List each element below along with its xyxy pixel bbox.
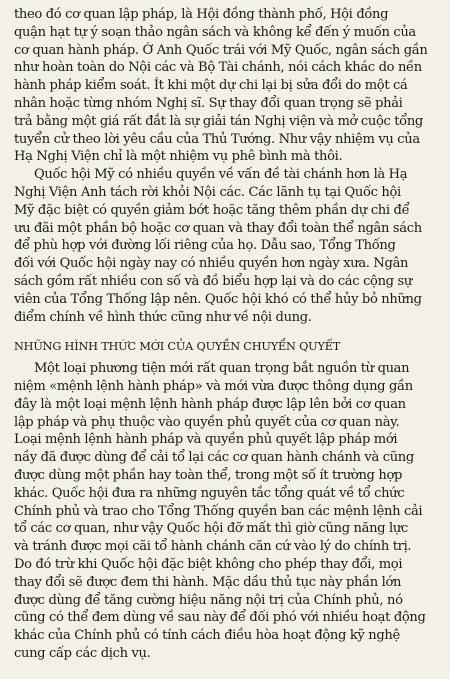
text-line: Hạ Nghị Viện chỉ là một nhiệm vụ phê bình mà thôi. <box>14 149 343 165</box>
text-line: Một loại phương tiện mới rất quan trọng bắt nguồn từ quan <box>34 361 410 377</box>
paragraph-1 <box>14 6 440 166</box>
paragraph-3 <box>14 360 440 663</box>
text-line: quận hạt tự ý soạn thảo ngân sách và không kể đến ý muốn của <box>14 24 416 40</box>
text-line: trả bằng một giá rất đắt là sự giải tán Nghị viện và mở cuộc tổng <box>14 113 423 129</box>
text-line: Mỹ đặc biệt có quyền giảm bớt hoặc tăng thêm phần dự chi để <box>14 202 410 218</box>
text-line: sách gồm rất nhiều con số và đồ biểu hợp lại và do các cộng sự <box>14 273 412 289</box>
text-line: đây là một loại mệnh lệnh hành pháp được lập lên bởi cơ quan <box>14 396 406 412</box>
section-heading: NHỮNG HÌNH THỨC MỚI CỦA QUYỀN CHUYỂN QUYẾT <box>14 340 341 354</box>
text-line: niệm «mệnh lệnh hành pháp» và mới vừa được thông dụng gần <box>14 378 413 394</box>
text-line: và tránh được mọi cãi tổ hành chánh căn cứ vào lý do chính trị. <box>14 539 412 555</box>
text-line: lập pháp và phụ thuộc vào quyền phủ quyết của cơ quan này. <box>14 414 400 430</box>
text-line: khác của Chính phủ có tính cách điều hòa hoạt động kỹ nghệ <box>14 628 400 644</box>
text-line: Chính phủ và trao cho Tổng Thống quyền ban các mệnh lệnh cải <box>14 503 423 519</box>
text-line: nhân hoặc từng nhóm Nghị sĩ. Sự thay đổi quan trọng sẽ phải <box>14 95 403 111</box>
paragraph-2 <box>14 166 440 326</box>
text-line: hành pháp kiểm soát. Ít khi một dự chi lại bị sửa đổi do một cá <box>14 78 408 94</box>
text-line: được dùng một phần hay toàn thể, trong một số ít trường hợp <box>14 467 403 483</box>
text-line: cơ quan hành pháp. Ở Anh Quốc trái với Mỹ Quốc, ngân sách gần <box>14 42 428 58</box>
text-line: Nghị Viện Anh tách rời khỏi Nội các. Các lãnh tụ tại Quốc hội <box>14 184 401 200</box>
text-line: như hoàn toàn do Nội các và Bộ Tài chánh, nói cách khác do nền <box>14 60 422 76</box>
text-line: được dùng để tăng cường hiệu năng nội trị của Chính phủ, nó <box>14 592 403 608</box>
text-line: nầy đã được dùng để cải tổ lại các cơ quan hành chánh và cũng <box>14 450 414 466</box>
text-line: ưu đãi một phần bộ hoặc cơ quan và thay đổi toàn thể ngân sách <box>14 220 422 236</box>
text-line: Quốc hội Mỹ có nhiều quyền về vấn đề tài chánh hơn là Hạ <box>34 167 408 183</box>
text-line: đối với Quốc hội ngày nay có nhiều quyền hơn ngày xưa. Ngân <box>14 256 409 272</box>
text-line: cũng có thể đem dùng về sau này để đối phó với nhiều hoạt động <box>14 610 426 626</box>
text-line: tổ các cơ quan, như vậy Quốc hội đỡ mất thì giờ cũng năng lực <box>14 521 408 537</box>
text-line: thay đổi sẽ được đem thi hành. Mặc dầu thủ tục này phần lớn <box>14 574 402 590</box>
text-line: để phù hợp với đường lối riêng của họ. Dẫu sao, Tổng Thống <box>14 238 396 254</box>
text-line: điểm chính về hình thức cũng như về nội dung. <box>14 309 312 325</box>
text-line: khác. Quốc hội đưa ra những nguyên tắc tổng quát về tổ chức <box>14 485 405 501</box>
text-line: theo đó cơ quan lập pháp, là Hội đồng thành phố, Hội đồng <box>14 7 389 22</box>
text-line: Loại mệnh lệnh hành pháp và quyền phủ quyết lập pháp mới <box>14 432 398 448</box>
text-line: cung cấp các dịch vụ. <box>14 645 151 661</box>
text-line: Do đó trừ khi Quốc hội đặc biệt không cho phép thay đổi, mọi <box>14 556 403 572</box>
text-line: viên của Tổng Thống lập nên. Quốc hội khó có thể hủy bỏ những <box>14 291 422 307</box>
text-line: tuyển cử theo lời yêu cầu của Thủ Tướng. Như vậy nhiệm vụ của <box>14 131 420 147</box>
